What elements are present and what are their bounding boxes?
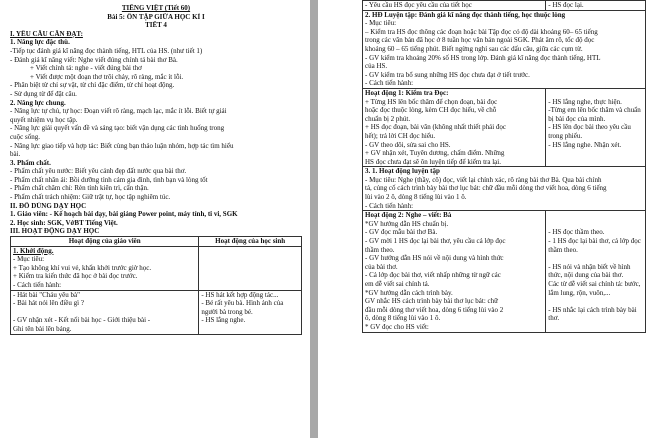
table-row [363,211,646,332]
text-line: bị bài đọc của mình. [548,114,606,123]
text-line: Hoạt động 1: Kiểm tra Đọc: [365,88,449,97]
text-line: - HS lắng nghe. [201,316,246,325]
text-line: - Phẩm chất trách nhiệm: Giữ trật tự, học tập nghiêm túc. [10,193,171,202]
text-line: - Bài hát nói lên điều gì ? [13,299,84,308]
left-document-page [0,0,310,438]
text-line: hoặc đọc thuộc lòng, kèm CH đọc hiểu, về chỗ [365,106,497,115]
table-row [363,88,646,166]
text-line: em dễ viết sai chính tả. [365,280,430,288]
text-line: quyết nhiệm vụ học tập. [10,115,78,124]
text-line: Ghi tên bài lên bảng. [13,324,72,333]
text-line: 3. Phẩm chất. [10,158,51,167]
text-line: - Phẩm chất yêu nước: Biết yêu cảnh đẹp đất nước qua bài thơ. [10,167,187,176]
teacher-activity-cell: - Yêu cầu HS đọc yêu cầu của tiết học [363,1,546,11]
text-line: III. HOẠT ĐỘNG DẠY HỌC [10,227,100,236]
text-line: cuộc sống. [10,132,40,141]
text-line: - Năng lực giao tiếp và hợp tác: Biết cùng bạn thảo luận nhóm, hợp tác tìm hiểu [10,141,234,150]
text-line: I. YÊU CẦU CẦN ĐẠT: [10,29,83,38]
text-line: thầm theo. [365,245,395,254]
text-line: của HS. [365,62,388,71]
text-line: 1. Giáo viên: - Kế hoạch bài dạy, bài giảng Power point, máy tính, ti vi, SGK [10,210,238,219]
text-line [548,254,643,263]
text-line: II. ĐỒ DÙNG DẠY HỌC [10,201,87,210]
text-line: chuẩn bị 2 phút. [365,114,411,123]
text-line: *GV hướng dẫn HS chuẩn bị. [365,219,449,228]
warmup-goal-cell [11,246,199,290]
lesson-header [10,4,302,30]
text-line: thơ. [548,314,560,323]
text-line: TIẾNG VIỆT (Tiết 60) [121,4,191,12]
practice-section-cell [363,167,646,211]
text-line: hết); trả lời CH đọc hiểu. [365,131,436,140]
table-row [11,246,302,290]
text-line: 1. Năng lực đặc thù. [10,38,70,47]
text-line: + Kiểm tra kiến thức đã học ở bài đọc trước. [13,272,138,281]
text-line: Các từ dễ viết sai chính tả: bước, [548,280,641,288]
text-line: - Cả lớp đọc bài thơ, viết nhấp những từ ngữ các [365,271,501,280]
text-line: - Sử dụng từ để đặt câu. [10,89,77,98]
table-row [11,290,302,334]
text-line: - Năng lực giải quyết vấn đề và sáng tạo: biết vận dụng các tình huống trong [10,124,225,133]
teacher-column-header: Hoạt động của giáo viên [11,237,199,247]
text-line: - Mục tiêu: [13,255,45,264]
text-line: người bà trong bé. [201,307,253,316]
teacher-activity-cell [363,88,546,166]
text-line: *GV hướng dẫn cách trình bày. [365,288,453,297]
text-line: - GV nhận xét - Kết nối bài học - Giới thiệu bài - [13,316,151,325]
text-line: khoảng 60 – 65 tiếng phút. Biết ngừng nghỉ sau các dấu câu, giữa các cụm từ. [365,44,583,53]
text-line: Bài 5: ÔN TẬP GIỮA HỌC KÌ I [107,12,205,21]
text-line: thức, nội dung của bài thơ. [548,271,624,280]
text-line: - Mục tiêu: Nghe (thầy, cô) đọc, viết lại chính xác, rõ ràng bài thơ Bà. Qua bài chính [365,175,602,184]
text-line: + Từng HS lên bốc thăm để chọn đoạn, bài đọc [365,97,498,106]
text-line: - Cách tiến hành: [13,281,62,289]
text-line: + Tạo không khí vui vẻ, khấn khởi trước giờ học. [13,263,152,272]
text-line: 2. Năng lực chung. [10,98,66,107]
text-line: + Viết chính tả: nghe - viết đúng bài thơ [30,64,142,73]
text-line: tả, củng cố cách trình bày bài thơ lục bát: chữ đầu mỗi dòng thơ viết hoa, dòng 6 tiếng [365,184,607,193]
right-document-page [318,0,650,438]
text-line: ô, dòng 8 tiếng lùi vào 1 ô. [365,314,441,323]
student-activity-cell [546,211,646,332]
text-line: - GV hướng dẫn HS nói về nội dung và hình thức [365,254,504,263]
text-line: – Kiểm tra HS đọc thông các đoạn hoặc bài Tập đọc có độ dài khoảng 60– 65 tiếng [365,27,598,36]
text-line: - GV đọc mẫu bài thơ Bà. [365,228,438,237]
text-line: - HS lắng nghe, thực hiện. [548,97,622,106]
lesson-objectives [10,30,302,236]
empty-cell [199,246,302,290]
text-line: - 1 HS đọc lại bài thơ, cả lớp đọc [548,237,641,246]
text-line: - HS nhắc lại cách trình bày bài [548,305,637,314]
text-line: - Cách tiến hành: [365,201,414,210]
text-line: lùi vào 2 ô, dòng 8 tiếng lùi vào 1 ô. [365,193,467,202]
activity-table-continued [362,0,646,333]
text-line: - Cách tiến hành: [365,79,414,88]
text-line [548,89,643,98]
text-line: + GV nhận xét, Tuyên dương, chấm điểm. Những [365,149,505,158]
table-row [363,167,646,211]
text-line: - HS lắng nghe. Nhận xét. [548,140,622,149]
text-line: trong phiếu. [548,131,583,140]
table-row [363,1,646,11]
text-line: 3. 1. Hoạt động luyện tập [365,167,440,176]
text-line: HS đọc chưa đạt sẽ ôn luyện tiếp để kiểm tra lại. [365,157,501,166]
text-line: 1. Khởi động. [13,246,54,255]
text-line: Hoạt động 2: Nghe – viết: Bà [365,211,452,220]
student-activity-cell: - HS đọc lại. [546,1,646,11]
table-row [363,10,646,88]
text-line: trong các văn bản đã học ở 8 tuần học văn bản ngoài SGK. Phát âm rõ, tốc độ đọc [365,36,595,45]
text-line: - Phẩm chất nhân ái: Bồi dưỡng tình cảm gia đình, tình bạn và lòng tốt [10,175,208,184]
text-line: - HS đọc thầm theo. [548,228,605,237]
text-line: - Mục tiêu: [365,19,397,28]
text-line: - GV kiểm tra bổ sung những HS đọc chưa đạt ở tiết trước. [365,70,530,79]
student-activity-cell [546,88,646,166]
text-line: - Đánh giá kĩ năng viết: Nghe viết đúng chính tả bài thơ Bà. [10,55,178,64]
text-line: - Phân biệt từ chỉ sự vật, từ chỉ đặc điểm, từ chỉ hoạt động. [10,81,175,90]
text-line: 2. HĐ Luyện tập: Đánh giá kĩ năng đọc thành tiếng, học thuộc lòng [365,10,566,19]
text-line: - HS nói và nhận biết về hình [548,262,631,271]
text-line: TIẾT 4 [145,21,167,30]
text-line: - Bé rất yêu bà. Hình ảnh của [201,299,284,308]
student-column-header: Hoạt động của học sinh [199,237,302,247]
text-line: - GV kiểm tra khoảng 20% số HS trong lớp. Đánh giá kĩ năng đọc thành tiếng, HTL [365,53,601,62]
text-line: - Năng lực tự chủ, tự học: Đoạn viết rõ ràng, mạch lạc, mắc ít lỗi. Biết tự giải [10,107,227,116]
text-line: + Viết được một đoạn thơ trôi chảy, rõ ràng, mắc ít lỗi. [30,72,184,81]
text-line: - HS hát kết hợp động tác... [201,290,279,299]
text-line: * GV đọc cho HS viết: [365,322,429,331]
teacher-activity-cell [363,211,546,332]
text-line [548,220,643,229]
activity-table [10,236,302,335]
text-line: - GV theo dõi, sửa sai cho HS. [365,140,451,149]
text-line: - Hát bài "Cháu yêu bà" [13,290,80,299]
table-header-row [11,237,302,247]
text-line [548,297,643,306]
text-line [548,211,643,220]
text-line: lắm lung, rộn, vuôn,... [548,288,611,297]
text-line: - Phẩm chất chăm chỉ: Rèn tính kiên trì, cẩn thận. [10,184,149,193]
text-line: -Từng em lên bốc thăm và chuẩn [548,106,641,115]
student-activity-cell [199,290,302,334]
teacher-activity-cell [11,290,199,334]
text-line: đầu mỗi dòng thơ viết hoa, dòng 6 tiếng lùi vào 2 [365,305,504,314]
text-line: + HS đọc đoạn, bài văn (không nhất thiết phải đọc [365,123,507,132]
text-line: bài. [10,150,21,159]
text-line: -Tiếp tục đánh giá kĩ năng đọc thành tiếng, HTL của HS. (như tiết 1) [10,46,203,55]
text-line: GV nhắc HS cách trình bày bài thơ lục bát: chữ [365,297,498,306]
text-line [13,308,196,317]
practice-section-cell [363,10,646,88]
text-line: - HS lên đọc bài theo yêu cầu [548,123,631,132]
text-line: của bài thơ. [365,262,398,271]
text-line: - GV mời 1 HS đọc lại bài thơ, yêu cầu cả lớp đọc [365,237,506,246]
text-line: thầm theo. [548,245,578,254]
text-line: 2. Học sinh: SGK, VởBT Tiếng Việt. [10,218,118,227]
